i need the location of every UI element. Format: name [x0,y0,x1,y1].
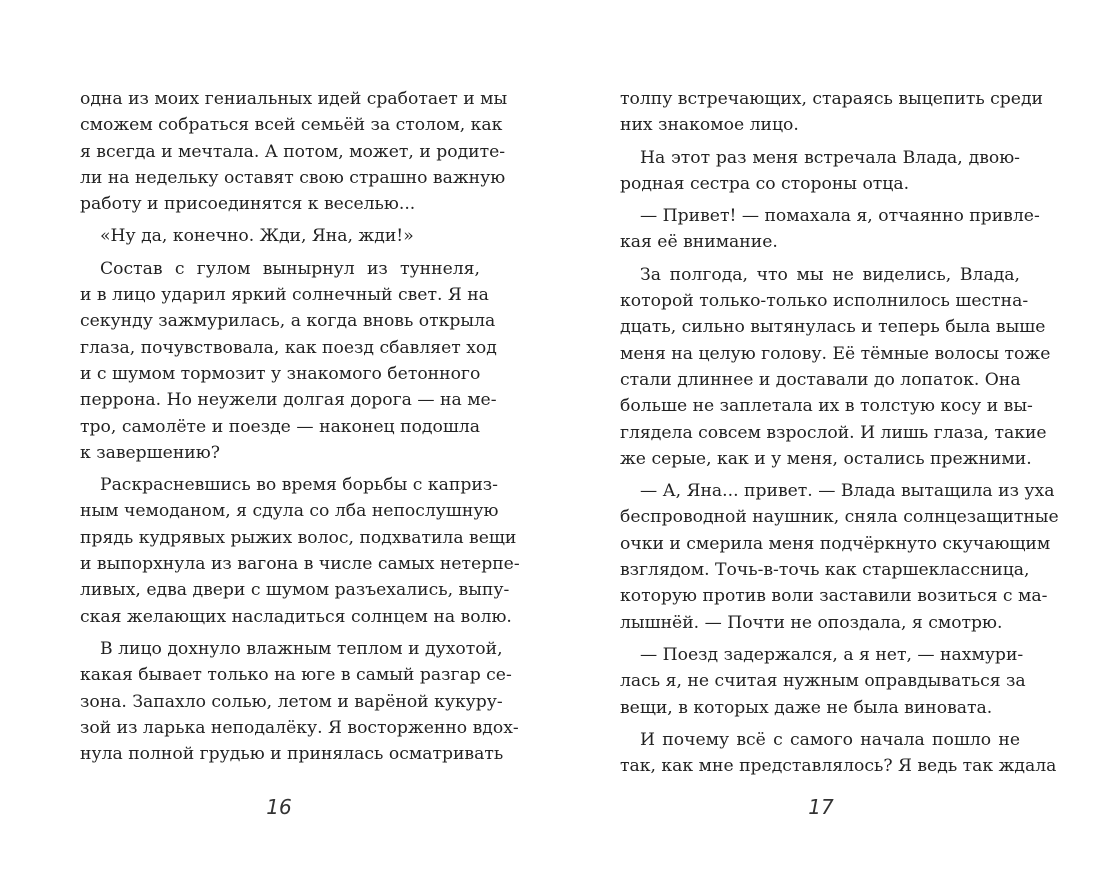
paragraph [80,472,520,630]
left-page [80,86,520,766]
text-line: «Ну да, конечно. Жди, Яна, жди!» [100,226,414,247]
text-line: лышнёй. — Почти не опоздала, я смотрю. [620,612,1003,633]
text-line: И почему всё с самого начала пошло не [640,729,1020,750]
paragraph [620,727,1057,780]
paragraph [620,642,1026,721]
right-page [620,86,1059,777]
text-line: перрона. Но неужели долгая дорога — на ме- [80,390,497,411]
text-line: стали длиннее и доставали до лопаток. Она [620,369,1021,390]
paragraph [620,145,1020,198]
paragraph [620,262,1051,472]
text-line: которой только-только исполнилось шестна- [620,291,1029,312]
paragraph [620,86,1043,139]
left-page-text [80,86,520,767]
text-line: так, как мне представлялось? Я ведь так ждала [620,756,1057,777]
text-line: ли на недельку оставят свою страшно важную [80,167,506,188]
text-line: прядь кудрявых рыжих волос, подхватила вещи [80,527,517,548]
text-line: кая её внимание. [620,232,778,253]
text-line: к завершению? [80,442,220,463]
text-line: секунду зажмурилась, а когда вновь открыла [80,311,496,332]
page-number-left: 16 [266,795,292,819]
paragraph [620,203,1040,256]
text-line: лась я, не считая нужным оправдываться за [620,671,1026,692]
text-line: родная сестра со стороны отца. [620,173,910,194]
text-line: очки и смерила меня подчёркнуто скучающим [620,533,1051,554]
paragraph [620,478,1059,636]
text-line: нула полной грудью и принялась осматривать [80,744,504,765]
text-line: тро, самолёте и поезде — наконец подошла [80,416,480,437]
text-line: На этот раз меня встречала Влада, двою- [640,147,1020,168]
text-line: ливых, едва двери с шумом разъехались, выпу- [80,580,510,601]
text-line: больше не заплетала их в толстую косу и вы- [620,396,1033,417]
text-line: глядела совсем взрослой. И лишь глаза, такие [620,422,1047,443]
text-line: какая бывает только на юге в самый разгар се- [80,665,512,686]
text-line: зой из ларька неподалёку. Я восторженно вдох- [80,717,519,738]
text-line: работу и присоединятся к веселью... [80,194,416,215]
right-page-text [620,86,1059,779]
text-line: же серые, как и у меня, остались прежними. [620,448,1032,469]
paragraph [80,636,519,767]
text-line: них знакомое лицо. [620,115,799,136]
text-line: сможем собраться всей семьёй за столом, как [80,115,503,136]
text-line: и в лицо ударил яркий солнечный свет. Я на [80,285,489,306]
text-line: ская желающих насладиться солнцем на волю. [80,606,512,627]
text-line: глаза, почувствовала, как поезд сбавляет ход [80,337,497,358]
text-line: ным чемоданом, я сдула со лба непослушную [80,501,499,522]
paragraph [80,223,480,249]
text-line: и выпорхнула из вагона в числе самых нетерпе- [80,554,520,575]
text-line: меня на целую голову. Её тёмные волосы тоже [620,343,1051,364]
text-line: — Привет! — помахала я, отчаянно привле- [640,206,1040,227]
text-line: За полгода, что мы не виделись, Влада, [640,264,1020,285]
text-line: взглядом. Точь-в-точь как старшеклассница, [620,560,1030,581]
text-line: я всегда и мечтала. А потом, может, и родите- [80,141,506,162]
paragraph [80,256,497,466]
text-line: вещи, в которых даже не была виновата. [620,697,993,718]
text-line: толпу встречающих, стараясь выцепить среди [620,89,1043,109]
text-line: зона. Запахло солью, летом и варёной кукуру- [80,691,503,712]
text-line: и с шумом тормозит у знакомого бетонного [80,363,481,384]
text-line: одна из моих гениальных идей сработает и мы [80,89,508,109]
text-line: В лицо дохнуло влажным теплом и духотой, [100,638,503,659]
paragraph [80,86,508,217]
text-line: — А, Яна... привет. — Влада вытащила из уха [640,481,1055,502]
text-line: беспроводной наушник, сняла солнцезащитные [620,507,1059,528]
page-number-right: 17 [808,795,834,819]
text-line: Раскрасневшись во время борьбы с каприз- [100,475,498,496]
text-line: дцать, сильно вытянулась и теперь была выше [620,317,1046,338]
text-line: которую против воли заставили возиться с ма- [620,586,1048,607]
text-line: — Поезд задержался, а я нет, — нахмури- [640,644,1024,665]
text-line: Состав с гулом вынырнул из туннеля, [100,258,480,279]
